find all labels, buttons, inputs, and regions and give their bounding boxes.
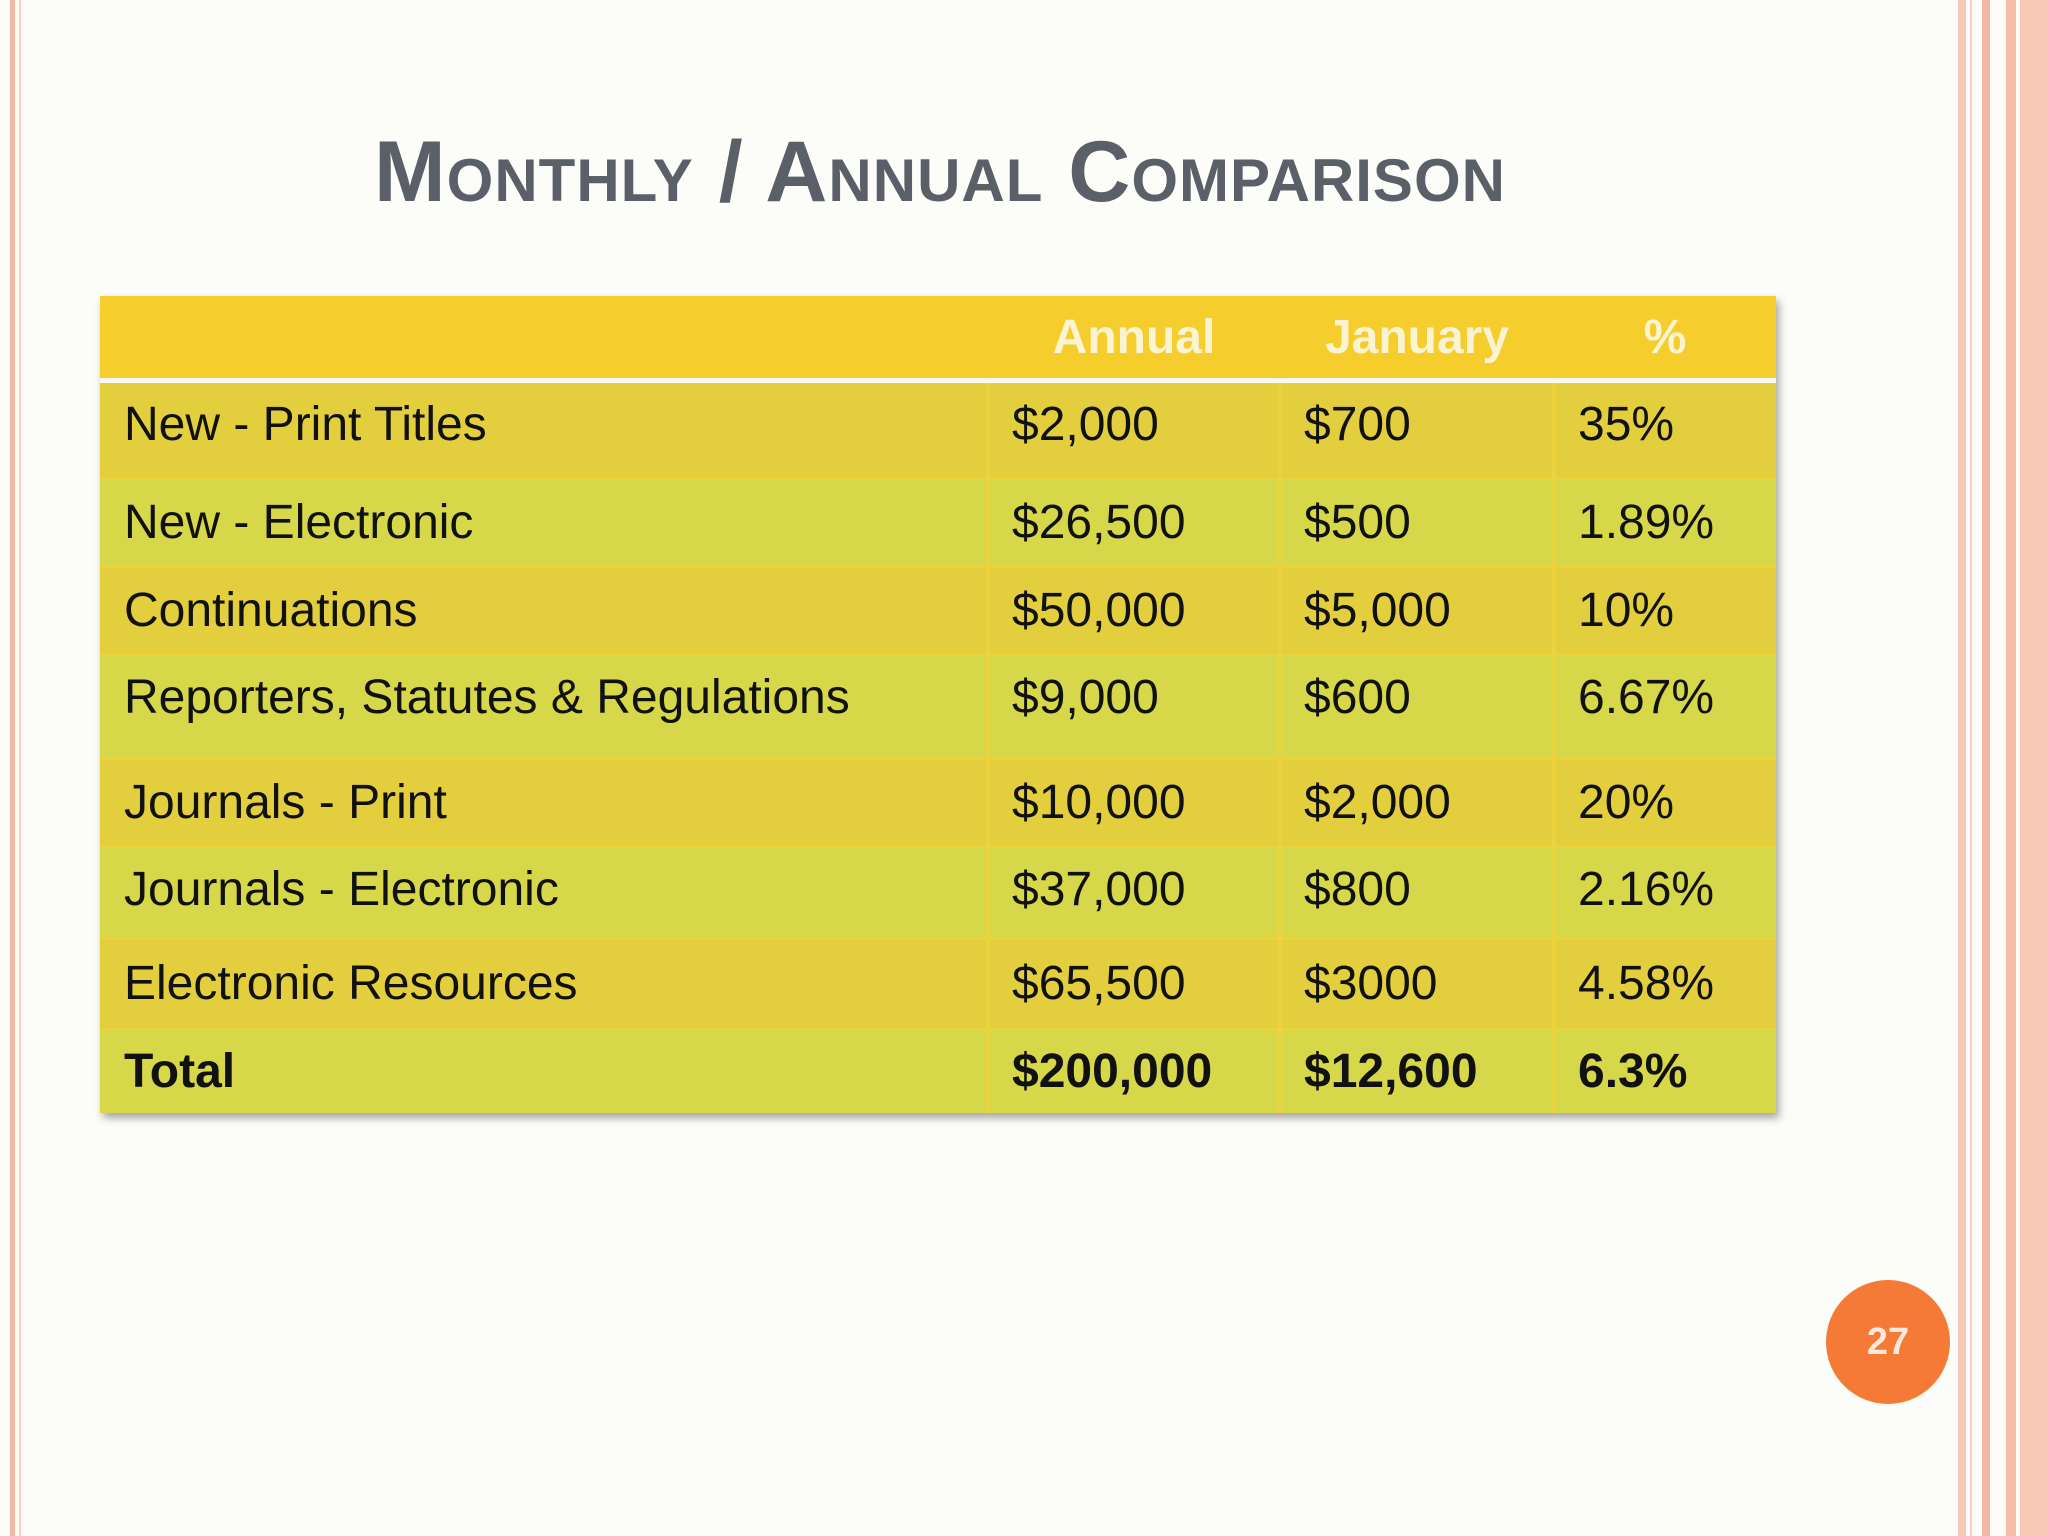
row-category: Reporters, Statutes & Regulations	[100, 655, 988, 759]
header-percent: %	[1554, 296, 1776, 381]
row-january: $3000	[1280, 939, 1554, 1029]
row-percent: 4.58%	[1554, 939, 1776, 1029]
row-annual: $2,000	[988, 381, 1280, 479]
slide-title: Monthly / Annual Comparison	[374, 124, 1506, 220]
border-stripe	[19, 0, 21, 1536]
table-row	[100, 759, 1776, 847]
table-row	[100, 381, 1776, 479]
row-annual: $9,000	[988, 655, 1280, 759]
border-stripe	[1982, 0, 1990, 1536]
border-stripe	[1958, 0, 1966, 1536]
border-stripe	[2020, 0, 2048, 1536]
row-january: $2,000	[1280, 759, 1554, 847]
page-number-badge: 27	[1826, 1280, 1950, 1404]
row-category: Electronic Resources	[100, 939, 988, 1029]
total-annual: $200,000	[988, 1029, 1280, 1113]
header-annual: Annual	[988, 296, 1280, 381]
row-january: $600	[1280, 655, 1554, 759]
row-category: Continuations	[100, 567, 988, 655]
row-annual: $10,000	[988, 759, 1280, 847]
row-january: $800	[1280, 847, 1554, 939]
row-category: New - Electronic	[100, 479, 988, 567]
table-row	[100, 847, 1776, 939]
row-january: $500	[1280, 479, 1554, 567]
border-stripe	[1970, 0, 1972, 1536]
border-stripe	[10, 0, 15, 1536]
total-january: $12,600	[1280, 1029, 1554, 1113]
total-percent: 6.3%	[1554, 1029, 1776, 1113]
header-january: January	[1280, 296, 1554, 381]
table-row	[100, 939, 1776, 1029]
table-header-row	[100, 296, 1776, 381]
table-row	[100, 567, 1776, 655]
row-annual: $65,500	[988, 939, 1280, 1029]
table-row	[100, 655, 1776, 759]
row-annual: $26,500	[988, 479, 1280, 567]
comparison-table	[100, 296, 1776, 1113]
table-row	[100, 479, 1776, 567]
total-row	[100, 1029, 1776, 1113]
row-percent: 2.16%	[1554, 847, 1776, 939]
row-category: New - Print Titles	[100, 381, 988, 479]
header-category	[100, 296, 988, 381]
row-percent: 35%	[1554, 381, 1776, 479]
total-category: Total	[100, 1029, 988, 1113]
row-annual: $50,000	[988, 567, 1280, 655]
row-january: $5,000	[1280, 567, 1554, 655]
row-percent: 10%	[1554, 567, 1776, 655]
row-percent: 1.89%	[1554, 479, 1776, 567]
row-category: Journals - Electronic	[100, 847, 988, 939]
row-january: $700	[1280, 381, 1554, 479]
row-category: Journals - Print	[100, 759, 988, 847]
border-stripe	[2006, 0, 2016, 1536]
row-percent: 20%	[1554, 759, 1776, 847]
row-percent: 6.67%	[1554, 655, 1776, 759]
row-annual: $37,000	[988, 847, 1280, 939]
